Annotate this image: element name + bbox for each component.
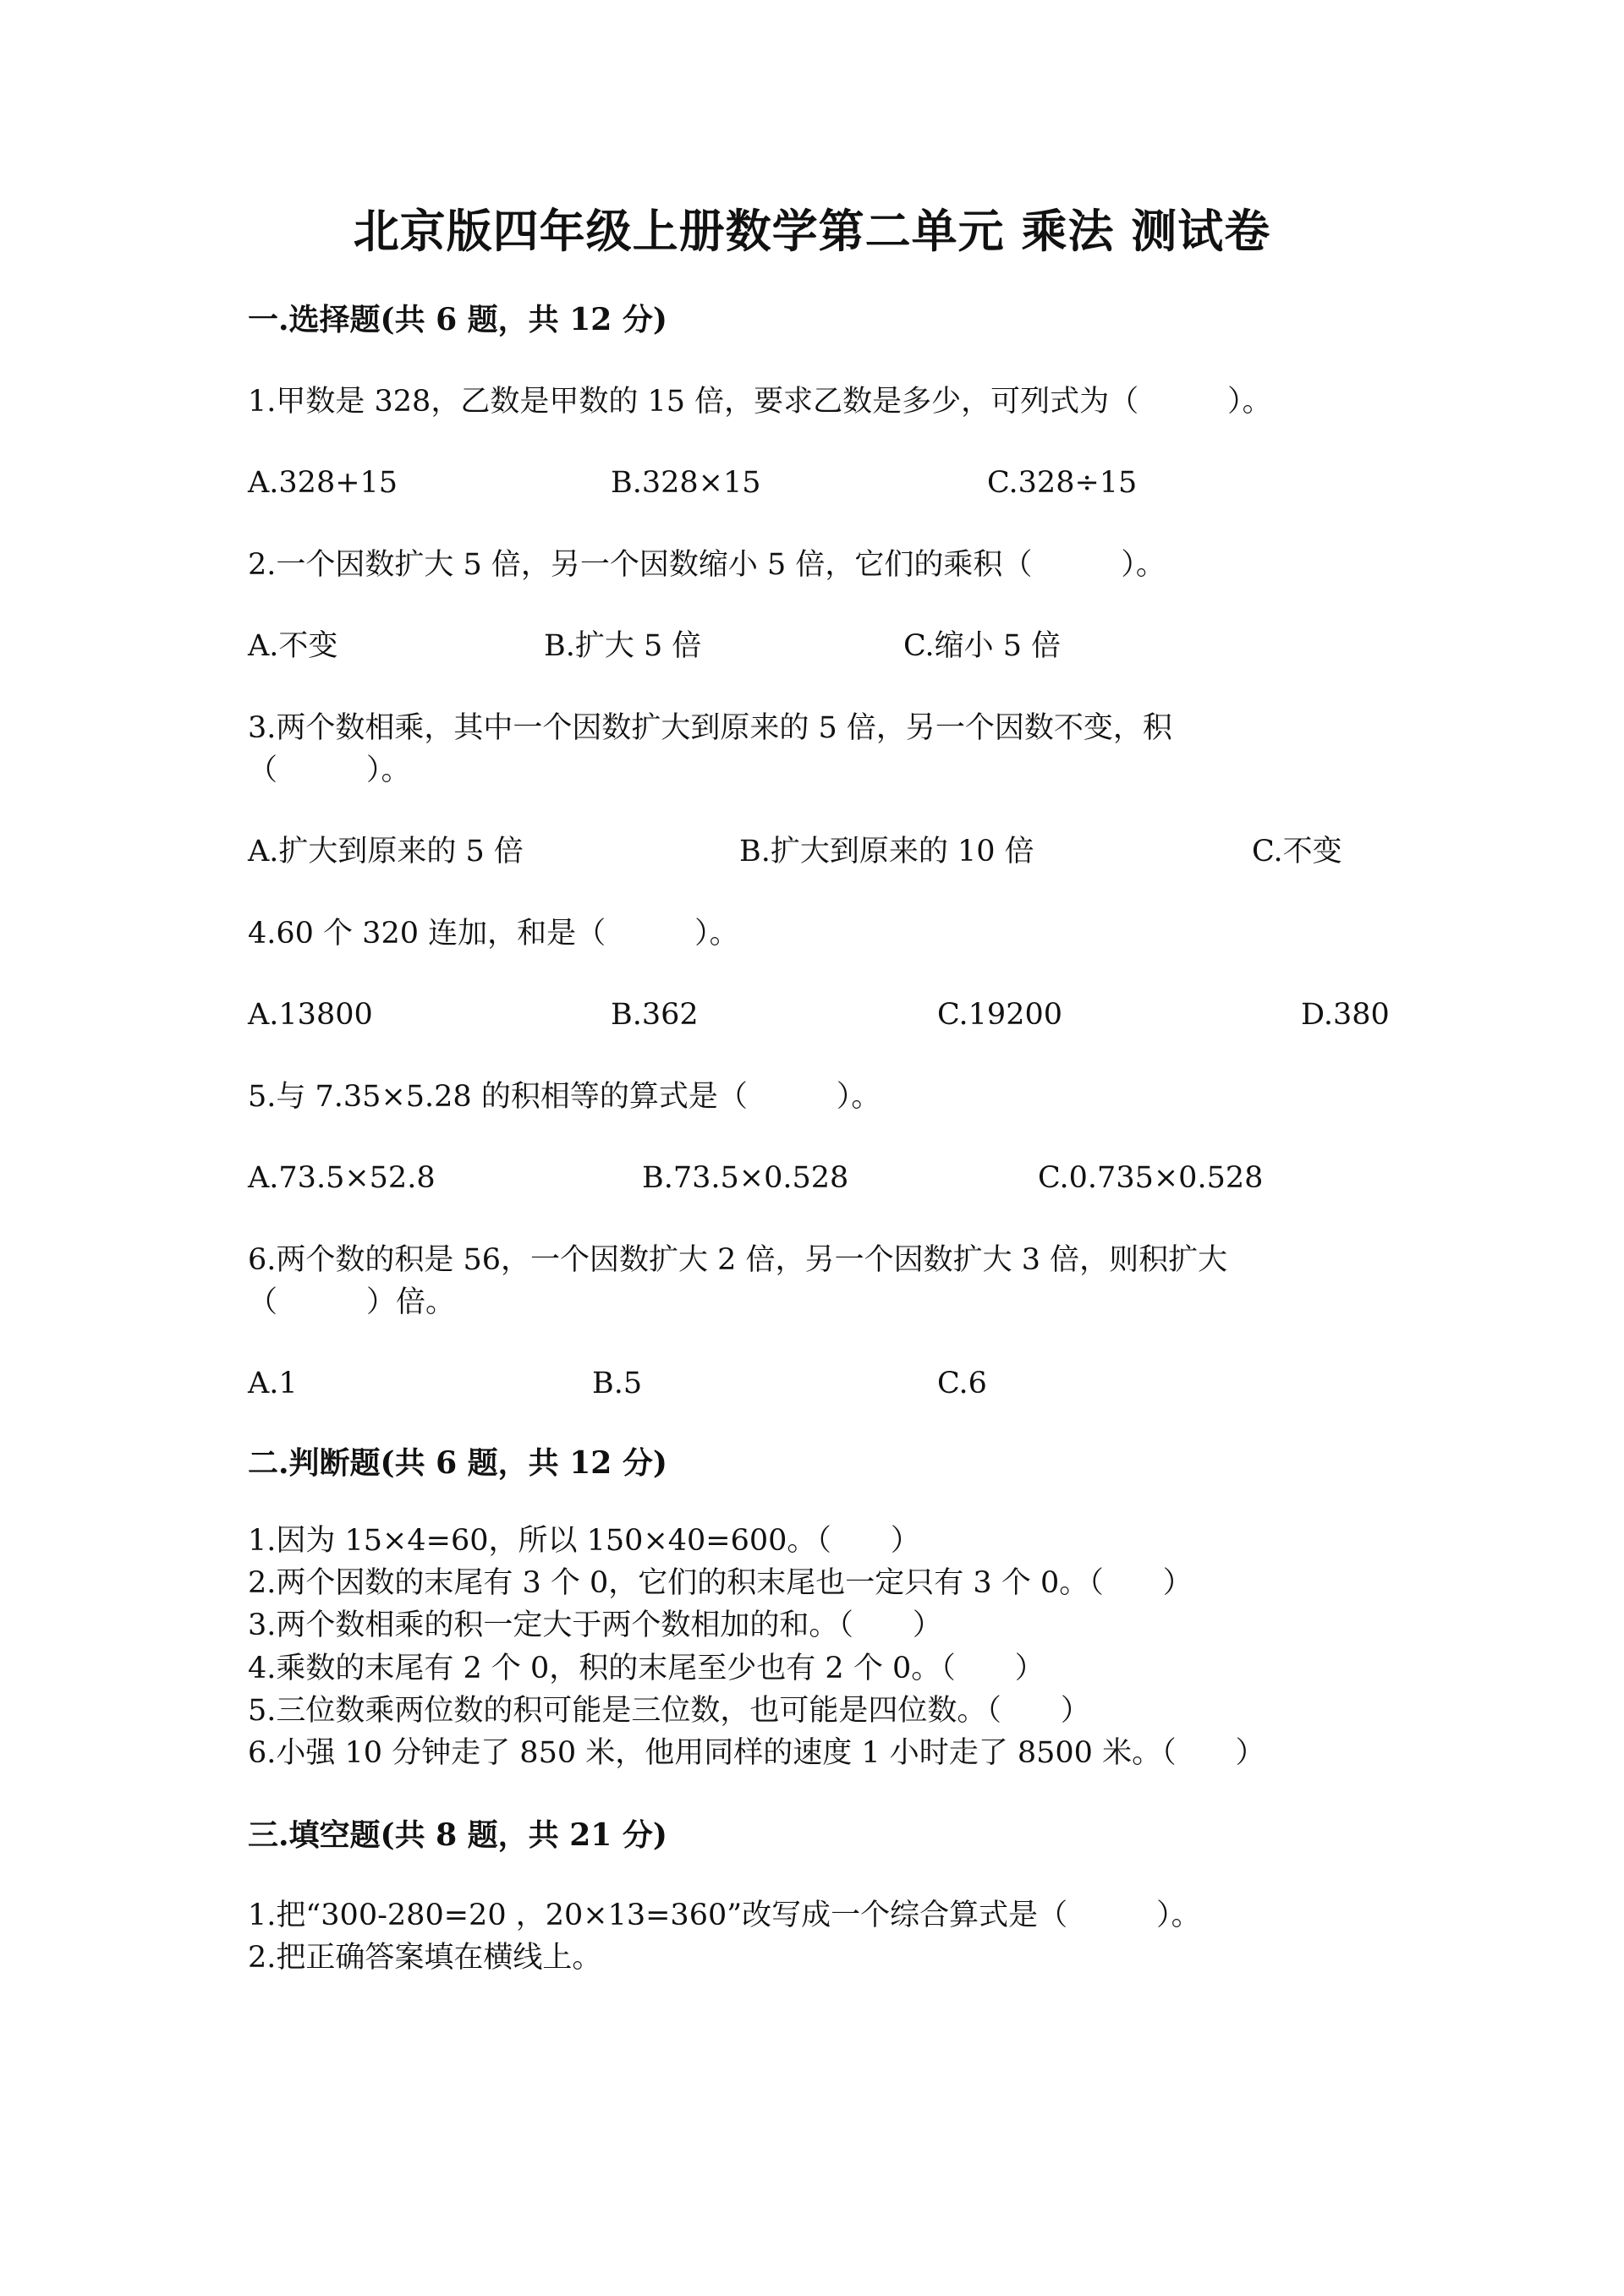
- choice-3-option-b: B.扩大到原来的 10 倍: [739, 835, 1034, 869]
- choice-6-option-c: C.6: [937, 1367, 987, 1400]
- choice-5-option-c: C.0.735×0.528: [1038, 1161, 1264, 1195]
- choice-question-2: 2.一个因数扩大 5 倍，另一个因数缩小 5 倍，它们的乘积（ ）。: [248, 548, 1166, 582]
- choice-4-option-b: B.362: [611, 998, 699, 1032]
- choice-5-option-a: A.73.5×52.8: [248, 1161, 436, 1195]
- choice-4-option-c: C.19200: [937, 998, 1062, 1032]
- choice-1-option-b: B.328×15: [611, 466, 761, 500]
- judge-item-4: 4.乘数的末尾有 2 个 0，积的末尾至少也有 2 个 0。（ ）: [248, 1652, 1045, 1685]
- choice-2-option-c: C.缩小 5 倍: [903, 629, 1062, 663]
- choice-question-5: 5.与 7.35×5.28 的积相等的算式是（ ）。: [248, 1080, 881, 1114]
- section-heading-choice: 一.选择题(共 6 题，共 12 分): [248, 302, 667, 337]
- choice-question-1: 1.甲数是 328，乙数是甲数的 15 倍，要求乙数是多少，可列式为（ ）。: [248, 385, 1272, 419]
- choice-4-option-a: A.13800: [248, 998, 373, 1032]
- choice-2-option-b: B.扩大 5 倍: [544, 629, 702, 663]
- choice-question-6-cont: （ ）倍。: [248, 1285, 456, 1319]
- fill-item-1: 1.把“300-280=20 ，20×13=360”改写成一个综合算式是（ ）。: [248, 1899, 1201, 1932]
- choice-question-4: 4.60 个 320 连加，和是（ ）。: [248, 917, 739, 951]
- choice-3-option-c: C.不变: [1252, 835, 1342, 869]
- choice-1-option-c: C.328÷15: [987, 466, 1138, 500]
- choice-question-6: 6.两个数的积是 56，一个因数扩大 2 倍，另一个因数扩大 3 倍，则积扩大: [248, 1243, 1228, 1277]
- choice-6-option-b: B.5: [592, 1367, 643, 1400]
- judge-item-1: 1.因为 15×4=60，所以 150×40=600。（ ）: [248, 1524, 920, 1558]
- choice-2-option-a: A.不变: [248, 629, 338, 663]
- judge-item-6: 6.小强 10 分钟走了 850 米，他用同样的速度 1 小时走了 8500 米。（ ）: [248, 1736, 1265, 1770]
- choice-4-option-d: D.380: [1301, 998, 1390, 1032]
- choice-question-3-cont: （ ）。: [248, 753, 411, 787]
- choice-6-option-a: A.1: [248, 1367, 298, 1400]
- section-heading-fill: 三.填空题(共 8 题，共 21 分): [248, 1817, 667, 1853]
- choice-5-option-b: B.73.5×0.528: [642, 1161, 849, 1195]
- fill-item-2: 2.把正确答案填在横线上。: [248, 1941, 602, 1975]
- choice-question-3: 3.两个数相乘，其中一个因数扩大到原来的 5 倍，另一个因数不变，积: [248, 711, 1172, 745]
- page-title: 北京版四年级上册数学第二单元 乘法 测试卷: [353, 204, 1271, 258]
- choice-3-option-a: A.扩大到原来的 5 倍: [248, 835, 524, 869]
- section-heading-judge: 二.判断题(共 6 题，共 12 分): [248, 1445, 667, 1481]
- judge-item-3: 3.两个数相乘的积一定大于两个数相加的和。（ ）: [248, 1608, 942, 1642]
- choice-1-option-a: A.328+15: [248, 466, 398, 500]
- judge-item-2: 2.两个因数的末尾有 3 个 0，它们的积末尾也一定只有 3 个 0。（ ）: [248, 1566, 1193, 1600]
- judge-item-5: 5.三位数乘两位数的积可能是三位数，也可能是四位数。（ ）: [248, 1694, 1090, 1728]
